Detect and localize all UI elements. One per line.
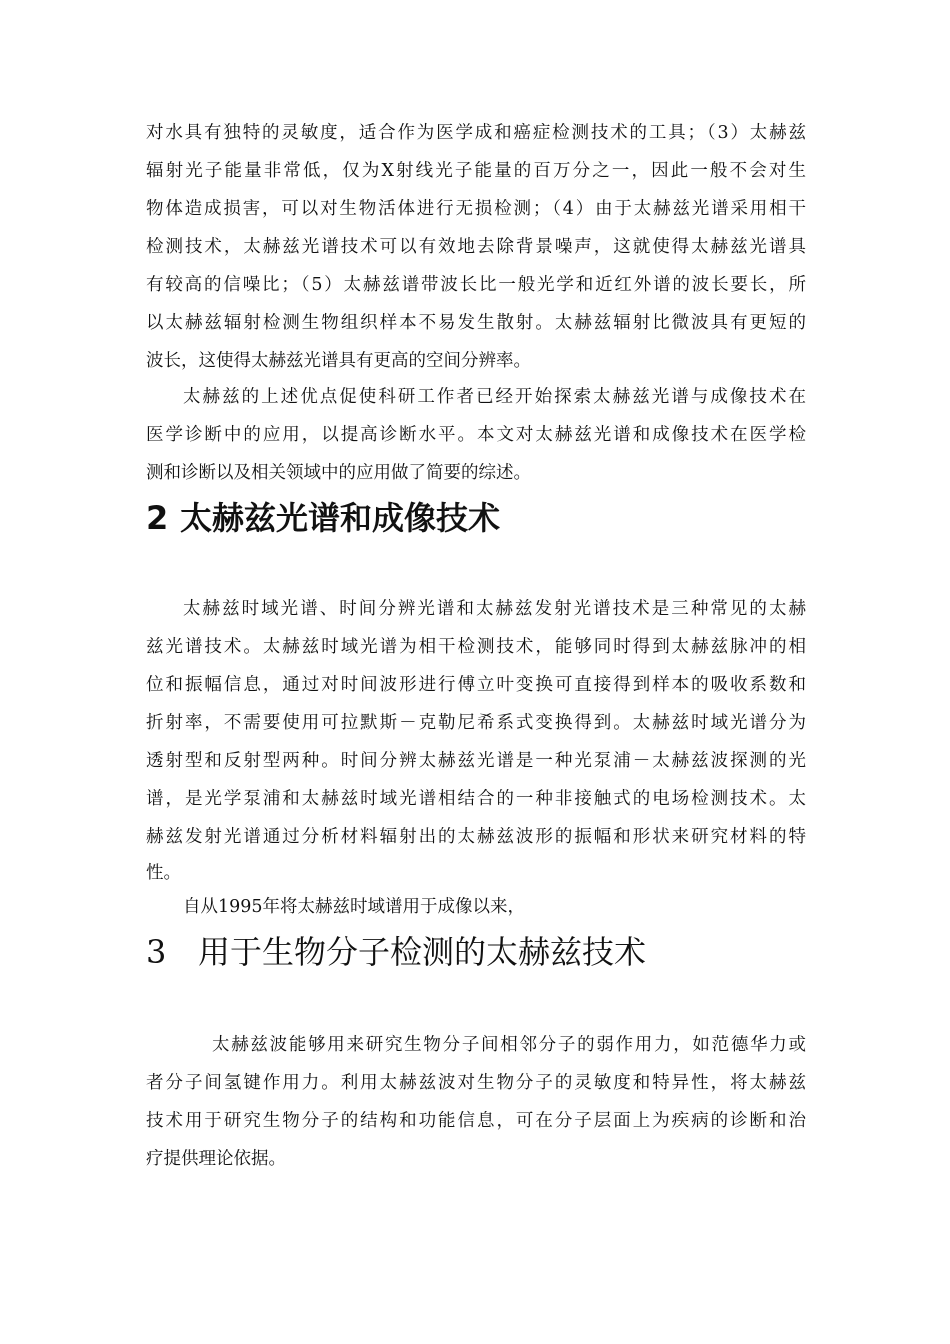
- paragraph-line: 折射率，不需要使用可拉默斯－克勒尼希系式变换得到。太赫兹时域光谱分为: [146, 713, 806, 733]
- paragraph-line: 位和振幅信息，通过对时间波形进行傅立叶变换可直接得到样本的吸收系数和: [146, 675, 806, 695]
- section-title: 用于生物分子检测的太赫兹技术: [198, 933, 647, 971]
- paragraph-line: 太赫兹的上述优点促使科研工作者已经开始探索太赫兹光谱与成像技术在: [183, 387, 806, 407]
- paragraph-line: 技术用于研究生物分子的结构和功能信息，可在分子层面上为疾病的诊断和治: [146, 1111, 806, 1131]
- paragraph-line: 兹光谱技术。太赫兹时域光谱为相干检测技术，能够同时得到太赫兹脉冲的相: [146, 637, 806, 657]
- paragraph-line: 者分子间氢键作用力。利用太赫兹波对生物分子的灵敏度和特异性，将太赫兹: [146, 1073, 806, 1093]
- section-heading-3: [146, 932, 646, 972]
- paragraph-line: 以太赫兹辐射检测生物组织样本不易发生散射。太赫兹辐射比微波具有更短的: [146, 313, 806, 333]
- section-number: 2: [146, 499, 169, 537]
- paragraph-line: 太赫兹波能够用来研究生物分子间相邻分子的弱作用力，如范德华力或: [212, 1035, 806, 1055]
- section-number: 3: [146, 933, 167, 971]
- section-title: 太赫兹光谱和成像技术: [180, 499, 501, 537]
- paragraph-line: 赫兹发射光谱通过分析材料辐射出的太赫兹波形的振幅和形状来研究材料的特: [146, 827, 806, 847]
- paragraph-line: 有较高的信噪比；（5）太赫兹谱带波长比一般光学和近红外谱的波长要长，所: [146, 275, 806, 295]
- paragraph-line: 医学诊断中的应用，以提高诊断水平。本文对太赫兹光谱和成像技术在医学检: [146, 425, 806, 445]
- paragraph-line: 太赫兹时域光谱、时间分辨光谱和太赫兹发射光谱技术是三种常见的太赫: [183, 599, 806, 619]
- paragraph-line: 谱，是光学泵浦和太赫兹时域光谱相结合的一种非接触式的电场检测技术。太: [146, 789, 806, 809]
- paragraph-line: 检测技术，太赫兹光谱技术可以有效地去除背景噪声，这就使得太赫兹光谱具: [146, 237, 806, 257]
- paragraph-imaging: 自从1995年将太赫兹时域谱用于成像以来，: [183, 897, 526, 917]
- paragraph-line: 疗提供理论依据。: [146, 1149, 286, 1169]
- paragraph-line: 物体造成损害，可以对生物活体进行无损检测；（4）由于太赫兹光谱采用相干: [146, 199, 806, 219]
- paragraph-line: 对水具有独特的灵敏度，适合作为医学成和癌症检测技术的工具；（3）太赫兹: [146, 123, 806, 143]
- section-heading-2: [146, 498, 500, 538]
- paragraph-line: 测和诊断以及相关领域中的应用做了简要的综述。: [146, 463, 531, 483]
- paragraph-line: 性。: [146, 863, 181, 883]
- paragraph-line: 波长，这使得太赫兹光谱具有更高的空间分辨率。: [146, 351, 531, 371]
- paragraph-line: 辐射光子能量非常低，仅为X射线光子能量的百万分之一，因此一般不会对生: [146, 161, 806, 181]
- paragraph-line: 透射型和反射型两种。时间分辨太赫兹光谱是一种光泵浦－太赫兹波探测的光: [146, 751, 806, 771]
